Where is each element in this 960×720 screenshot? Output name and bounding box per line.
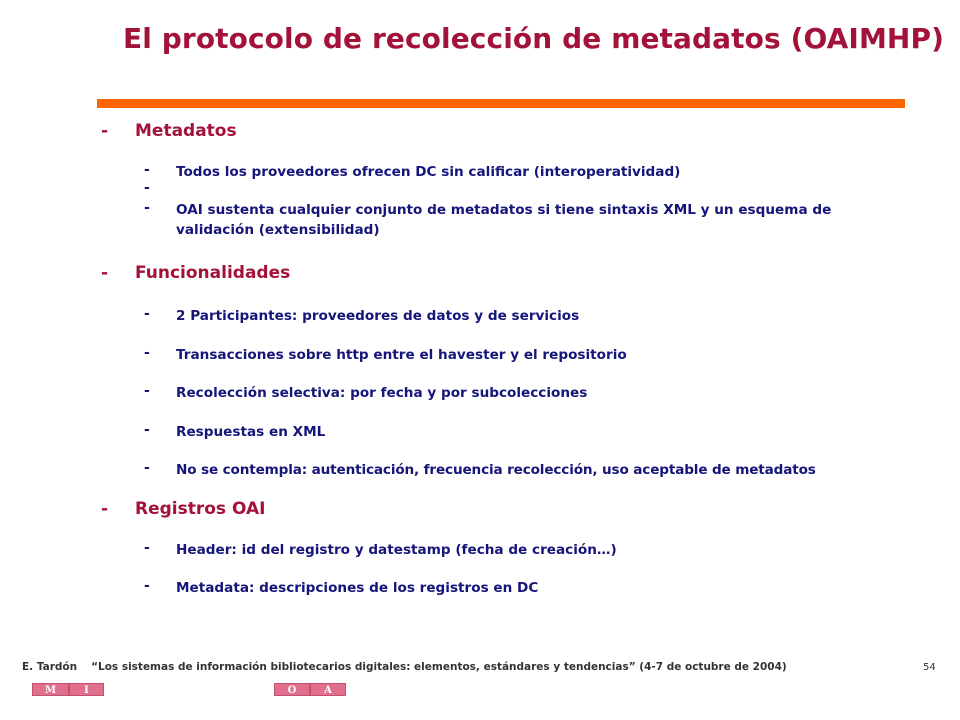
list-item: 2 Participantes: proveedores de datos y de servicios [176, 308, 580, 324]
item-bullet: - [144, 162, 150, 178]
list-item: Transacciones sobre http entre el havester y el repositorio [176, 347, 627, 363]
nav-button-a[interactable]: A [310, 683, 346, 696]
list-item: OAI sustenta cualquier conjunto de metadatos si tiene sintaxis XML y un esquema de validación (extensibilidad) [176, 202, 832, 238]
list-item: Recolección selectiva: por fecha y por subcolecciones [176, 385, 588, 401]
list-item: Respuestas en XML [176, 424, 326, 440]
section-bullet: - [101, 263, 109, 283]
list-item: Todos los proveedores ofrecen DC sin calificar (interoperatividad) [176, 164, 681, 180]
list-item: Metadata: descripciones de los registros en DC [176, 580, 539, 596]
section-bullet: - [101, 499, 109, 519]
item-bullet: - [144, 306, 150, 322]
list-item: Header: id del registro y datestamp (fecha de creación…) [176, 542, 617, 558]
item-bullet: - [144, 540, 150, 556]
footer-citation: “Los sistemas de información bibliotecarios digitales: elementos, estándares y tendencias” (4-7 de octubre de 2004) [91, 661, 787, 673]
item-bullet: - [144, 180, 150, 196]
page-number: 54 [923, 662, 936, 673]
nav-button-m[interactable]: M [32, 683, 69, 696]
section-heading: Registros OAI [135, 499, 266, 519]
section-bullet: - [101, 121, 109, 141]
title-underline [97, 99, 905, 108]
section-heading: Funcionalidades [135, 263, 291, 283]
footer [22, 661, 787, 673]
nav-button-i[interactable]: I [69, 683, 104, 696]
nav-button-o[interactable]: O [274, 683, 310, 696]
item-bullet: - [144, 578, 150, 594]
slide-title: El protocolo de recolección de metadatos (OAIMHP) [123, 22, 944, 55]
item-bullet: - [144, 345, 150, 361]
list-item: No se contempla: autenticación, frecuencia recolección, uso aceptable de metadatos [176, 462, 816, 478]
section-heading: Metadatos [135, 121, 237, 141]
item-bullet: - [144, 200, 150, 216]
item-bullet: - [144, 422, 150, 438]
item-bullet: - [144, 460, 150, 476]
footer-author: E. Tardón [22, 661, 78, 673]
item-bullet: - [144, 383, 150, 399]
